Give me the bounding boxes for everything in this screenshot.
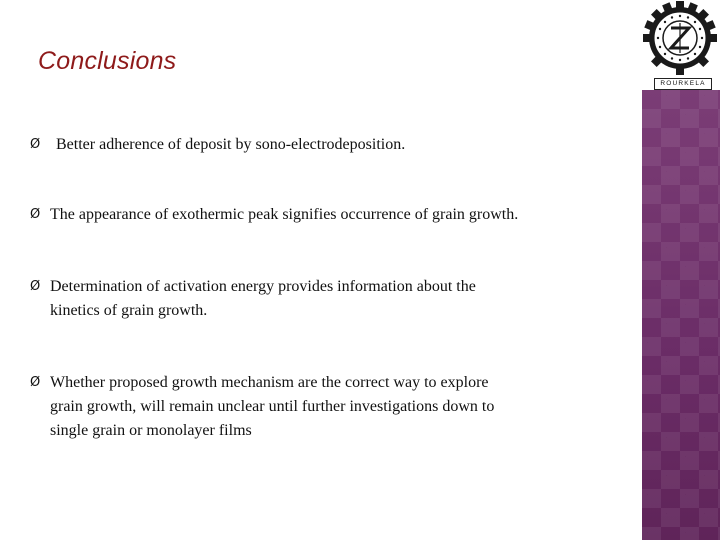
- decorative-side-strip: [642, 90, 720, 540]
- bullet-arrow-icon: Ø: [30, 137, 41, 152]
- bullet-item: [30, 133, 650, 157]
- bullet-arrow-icon: Ø: [30, 279, 41, 294]
- bullet-arrow-icon: Ø: [30, 207, 41, 222]
- bullet-arrow-icon: Ø: [30, 375, 41, 390]
- bullet-item: [30, 275, 650, 323]
- bullet-item: [30, 203, 650, 227]
- bullet-item: [30, 371, 650, 443]
- bullet-text: The appearance of exothermic peak signifies occurrence of grain growth.: [50, 206, 519, 223]
- institute-emblem-icon: [640, 0, 720, 90]
- logo-label: ROURKELA: [654, 78, 712, 90]
- bullet-text: Whether proposed growth mechanism are the correct way to explore grain growth, will remain unclear until further investigations down to single grain or monolayer films: [50, 374, 495, 439]
- slide-title: Conclusions: [38, 47, 177, 75]
- bullet-text: Determination of activation energy provides information about the kinetics of grain growth.: [50, 278, 476, 319]
- bullet-text: Better adherence of deposit by sono-electrodeposition.: [56, 136, 406, 153]
